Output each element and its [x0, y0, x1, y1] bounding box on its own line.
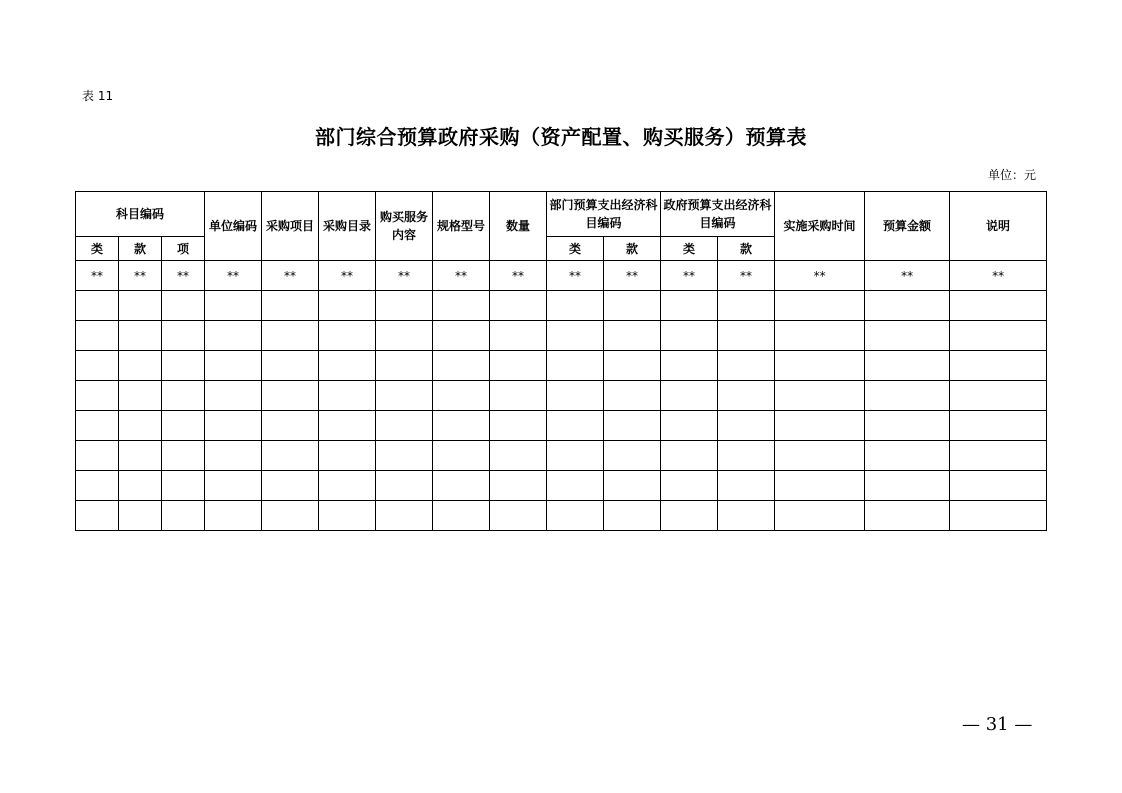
- table-cell: [547, 411, 604, 441]
- table-cell: [865, 501, 950, 531]
- table-cell: [661, 351, 718, 381]
- table-cell: [950, 441, 1047, 471]
- table-row: [76, 441, 1047, 471]
- table-cell: **: [119, 261, 162, 291]
- table-cell: [547, 321, 604, 351]
- table-cell: [718, 321, 775, 351]
- table-cell: [775, 321, 865, 351]
- table-cell: [262, 471, 319, 501]
- table-cell: **: [162, 261, 205, 291]
- table-cell: [718, 351, 775, 381]
- table-cell: [162, 351, 205, 381]
- table-row: [76, 381, 1047, 411]
- table-cell: [76, 411, 119, 441]
- table-cell: [376, 351, 433, 381]
- table-cell: [76, 471, 119, 501]
- table-cell: [661, 471, 718, 501]
- table-cell: [865, 471, 950, 501]
- table-row: [76, 291, 1047, 321]
- table-cell: [376, 471, 433, 501]
- header-dept-section: 款: [604, 237, 661, 261]
- table-cell: [775, 291, 865, 321]
- table-cell: [604, 501, 661, 531]
- table-cell: [76, 351, 119, 381]
- table-cell: [865, 291, 950, 321]
- header-remarks: 说明: [950, 192, 1047, 261]
- placeholder-row: [76, 261, 1047, 291]
- budget-table: [75, 191, 1047, 531]
- table-cell: **: [604, 261, 661, 291]
- table-cell: [319, 441, 376, 471]
- table-cell: [262, 381, 319, 411]
- table-cell: [433, 411, 490, 441]
- table-cell: [262, 291, 319, 321]
- table-cell: [661, 441, 718, 471]
- header-spec-model: 规格型号: [433, 192, 490, 261]
- table-cell: [718, 411, 775, 441]
- table-cell: [205, 471, 262, 501]
- table-cell: [319, 321, 376, 351]
- table-cell: **: [319, 261, 376, 291]
- table-cell: [604, 411, 661, 441]
- table-cell: [490, 351, 547, 381]
- table-cell: [490, 501, 547, 531]
- header-gov-budget-code: 政府预算支出经济科目编码: [661, 192, 775, 237]
- table-cell: [119, 501, 162, 531]
- table-cell: [376, 441, 433, 471]
- table-cell: [775, 471, 865, 501]
- table-cell: [718, 291, 775, 321]
- table-cell: [162, 291, 205, 321]
- table-cell: [119, 351, 162, 381]
- table-cell: [319, 381, 376, 411]
- table-cell: **: [865, 261, 950, 291]
- table-cell: [162, 411, 205, 441]
- table-cell: [319, 471, 376, 501]
- table-cell: [490, 321, 547, 351]
- table-cell: [119, 321, 162, 351]
- table-cell: [119, 411, 162, 441]
- table-cell: [547, 351, 604, 381]
- page-number: — 31 —: [962, 714, 1033, 735]
- table-cell: [319, 351, 376, 381]
- table-cell: [376, 291, 433, 321]
- table-cell: [119, 291, 162, 321]
- table-cell: [950, 411, 1047, 441]
- table-cell: [76, 501, 119, 531]
- table-cell: [376, 381, 433, 411]
- table-cell: [205, 441, 262, 471]
- table-cell: [76, 381, 119, 411]
- table-cell: [661, 291, 718, 321]
- table-cell: [604, 471, 661, 501]
- table-cell: [547, 381, 604, 411]
- table-number-label: 表 11: [82, 89, 114, 103]
- table-cell: [547, 441, 604, 471]
- table-cell: [119, 381, 162, 411]
- table-cell: [547, 291, 604, 321]
- table-cell: [718, 471, 775, 501]
- table-cell: [490, 381, 547, 411]
- table-cell: [205, 381, 262, 411]
- table-cell: **: [950, 261, 1047, 291]
- table-cell: [319, 501, 376, 531]
- table-cell: [76, 291, 119, 321]
- table-cell: [319, 291, 376, 321]
- table-row: [76, 351, 1047, 381]
- table-cell: [865, 411, 950, 441]
- table-cell: [950, 381, 1047, 411]
- table-cell: [433, 381, 490, 411]
- table-cell: [262, 441, 319, 471]
- table-cell: [547, 501, 604, 531]
- table-cell: [490, 471, 547, 501]
- table-cell: [262, 501, 319, 531]
- table-cell: [604, 321, 661, 351]
- table-cell: **: [376, 261, 433, 291]
- table-cell: [433, 471, 490, 501]
- table-cell: **: [205, 261, 262, 291]
- table-cell: [262, 321, 319, 351]
- header-subject-code: 科目编码: [76, 192, 205, 237]
- table-cell: [205, 501, 262, 531]
- table-cell: [950, 351, 1047, 381]
- table-cell: [205, 321, 262, 351]
- table-row: [76, 321, 1047, 351]
- table-cell: [775, 411, 865, 441]
- table-cell: [490, 291, 547, 321]
- table-cell: [162, 321, 205, 351]
- table-cell: [162, 381, 205, 411]
- table-cell: [376, 411, 433, 441]
- header-service-content: 购买服务内容: [376, 192, 433, 261]
- table-cell: [775, 501, 865, 531]
- table-row: [76, 471, 1047, 501]
- table-cell: **: [661, 261, 718, 291]
- table-cell: [162, 501, 205, 531]
- header-dept-class: 类: [547, 237, 604, 261]
- table-cell: [865, 321, 950, 351]
- table-cell: [162, 471, 205, 501]
- table-cell: [950, 321, 1047, 351]
- document-title: 部门综合预算政府采购（资产配置、购买服务）预算表: [315, 125, 807, 149]
- header-dept-budget-code: 部门预算支出经济科目编码: [547, 192, 661, 237]
- table-cell: [775, 381, 865, 411]
- header-row-1: [76, 192, 1047, 237]
- table-cell: [162, 441, 205, 471]
- table-cell: [950, 471, 1047, 501]
- header-class: 类: [76, 237, 119, 261]
- table-cell: [661, 501, 718, 531]
- table-cell: [775, 441, 865, 471]
- table-cell: [433, 321, 490, 351]
- table-cell: [376, 321, 433, 351]
- table-cell: [490, 411, 547, 441]
- table-cell: [319, 411, 376, 441]
- table-cell: [718, 441, 775, 471]
- table-cell: [262, 411, 319, 441]
- unit-label: 单位：元: [988, 168, 1037, 182]
- table-cell: [661, 411, 718, 441]
- header-purchase-catalog: 采购目录: [319, 192, 376, 261]
- table-cell: [433, 351, 490, 381]
- header-section: 款: [119, 237, 162, 261]
- table-cell: **: [262, 261, 319, 291]
- header-quantity: 数量: [490, 192, 547, 261]
- table-cell: **: [76, 261, 119, 291]
- header-purchase-item: 采购项目: [262, 192, 319, 261]
- header-purchase-time: 实施采购时间: [775, 192, 865, 261]
- table-cell: [718, 501, 775, 531]
- table-cell: [604, 291, 661, 321]
- table-cell: [205, 411, 262, 441]
- header-budget-amount: 预算金额: [865, 192, 950, 261]
- table-cell: [950, 501, 1047, 531]
- table-cell: **: [718, 261, 775, 291]
- table-cell: [376, 501, 433, 531]
- table-row: [76, 501, 1047, 531]
- table-cell: [950, 291, 1047, 321]
- table-cell: [865, 351, 950, 381]
- table-cell: [775, 351, 865, 381]
- table-cell: **: [775, 261, 865, 291]
- table-cell: [604, 351, 661, 381]
- table-cell: **: [490, 261, 547, 291]
- table-cell: [433, 291, 490, 321]
- table-cell: [865, 381, 950, 411]
- header-item: 项: [162, 237, 205, 261]
- table-cell: [76, 321, 119, 351]
- table-cell: [119, 441, 162, 471]
- table-cell: [718, 381, 775, 411]
- table-cell: **: [433, 261, 490, 291]
- table-cell: [119, 471, 162, 501]
- table-cell: [205, 291, 262, 321]
- table-cell: [865, 441, 950, 471]
- table-cell: [604, 381, 661, 411]
- table-row: [76, 411, 1047, 441]
- table-cell: [661, 321, 718, 351]
- table-cell: [490, 441, 547, 471]
- header-gov-section: 款: [718, 237, 775, 261]
- header-unit-code: 单位编码: [205, 192, 262, 261]
- table-cell: [547, 471, 604, 501]
- table-cell: [604, 441, 661, 471]
- table-cell: [262, 351, 319, 381]
- table-cell: [76, 441, 119, 471]
- header-gov-class: 类: [661, 237, 718, 261]
- table-cell: [205, 351, 262, 381]
- table-cell: **: [547, 261, 604, 291]
- table-cell: [433, 441, 490, 471]
- table-cell: [661, 381, 718, 411]
- table-cell: [433, 501, 490, 531]
